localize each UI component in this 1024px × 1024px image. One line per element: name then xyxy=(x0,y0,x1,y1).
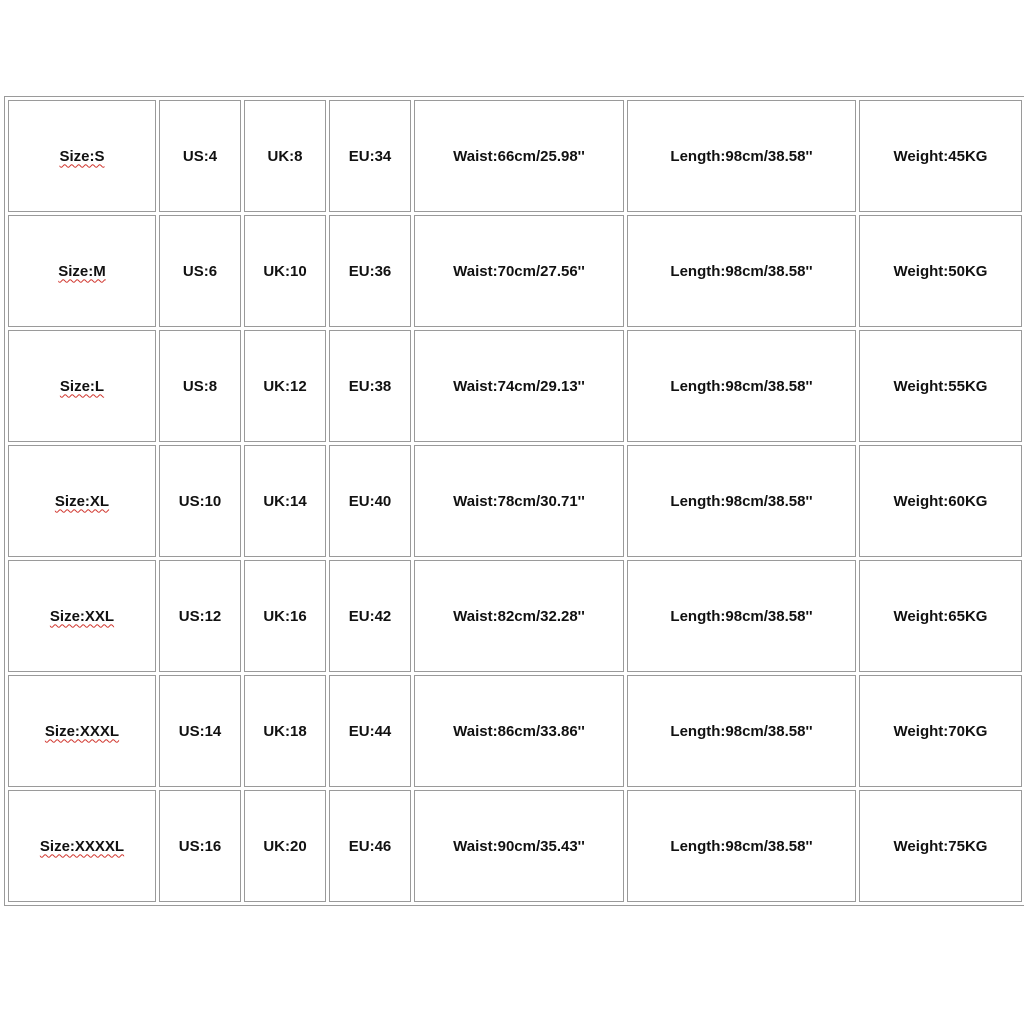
eu-size-cell: EU:42 xyxy=(329,560,411,672)
table-row xyxy=(8,215,1022,327)
eu-size-cell: EU:34 xyxy=(329,100,411,212)
size-label: Size:XXXL xyxy=(44,722,120,740)
weight-cell: Weight:60KG xyxy=(859,445,1022,557)
weight-cell: Weight:65KG xyxy=(859,560,1022,672)
length-cell: Length:98cm/38.58'' xyxy=(627,560,856,672)
uk-size-cell: UK:14 xyxy=(244,445,326,557)
us-size-cell: US:4 xyxy=(159,100,241,212)
size-label: Size:S xyxy=(59,147,105,165)
uk-size-cell: UK:12 xyxy=(244,330,326,442)
size-label: Size:XXXXL xyxy=(39,837,125,855)
us-size-cell: US:14 xyxy=(159,675,241,787)
size-cell xyxy=(8,100,156,212)
size-chart-table xyxy=(4,96,1024,906)
size-cell xyxy=(8,560,156,672)
eu-size-cell: EU:36 xyxy=(329,215,411,327)
uk-size-cell: UK:20 xyxy=(244,790,326,902)
size-cell xyxy=(8,445,156,557)
size-cell xyxy=(8,330,156,442)
weight-cell: Weight:70KG xyxy=(859,675,1022,787)
size-label: Size:XXL xyxy=(49,607,115,625)
eu-size-cell: EU:38 xyxy=(329,330,411,442)
weight-cell: Weight:75KG xyxy=(859,790,1022,902)
weight-cell: Weight:55KG xyxy=(859,330,1022,442)
size-cell xyxy=(8,790,156,902)
eu-size-cell: EU:44 xyxy=(329,675,411,787)
length-cell: Length:98cm/38.58'' xyxy=(627,215,856,327)
us-size-cell: US:10 xyxy=(159,445,241,557)
size-label: Size:M xyxy=(58,262,106,280)
us-size-cell: US:16 xyxy=(159,790,241,902)
waist-cell: Waist:66cm/25.98'' xyxy=(414,100,624,212)
waist-cell: Waist:78cm/30.71'' xyxy=(414,445,624,557)
uk-size-cell: UK:8 xyxy=(244,100,326,212)
uk-size-cell: UK:10 xyxy=(244,215,326,327)
length-cell: Length:98cm/38.58'' xyxy=(627,445,856,557)
eu-size-cell: EU:40 xyxy=(329,445,411,557)
waist-cell: Waist:86cm/33.86'' xyxy=(414,675,624,787)
waist-cell: Waist:82cm/32.28'' xyxy=(414,560,624,672)
table-row xyxy=(8,560,1022,672)
size-cell xyxy=(8,215,156,327)
us-size-cell: US:8 xyxy=(159,330,241,442)
waist-cell: Waist:70cm/27.56'' xyxy=(414,215,624,327)
size-label: Size:L xyxy=(59,377,105,395)
table-row xyxy=(8,330,1022,442)
table-row xyxy=(8,790,1022,902)
weight-cell: Weight:45KG xyxy=(859,100,1022,212)
waist-cell: Waist:90cm/35.43'' xyxy=(414,790,624,902)
length-cell: Length:98cm/38.58'' xyxy=(627,675,856,787)
table-row xyxy=(8,445,1022,557)
table-row xyxy=(8,100,1022,212)
uk-size-cell: UK:18 xyxy=(244,675,326,787)
weight-cell: Weight:50KG xyxy=(859,215,1022,327)
us-size-cell: US:12 xyxy=(159,560,241,672)
length-cell: Length:98cm/38.58'' xyxy=(627,330,856,442)
table-row xyxy=(8,675,1022,787)
waist-cell: Waist:74cm/29.13'' xyxy=(414,330,624,442)
length-cell: Length:98cm/38.58'' xyxy=(627,100,856,212)
us-size-cell: US:6 xyxy=(159,215,241,327)
size-cell xyxy=(8,675,156,787)
length-cell: Length:98cm/38.58'' xyxy=(627,790,856,902)
uk-size-cell: UK:16 xyxy=(244,560,326,672)
eu-size-cell: EU:46 xyxy=(329,790,411,902)
size-label: Size:XL xyxy=(54,492,110,510)
